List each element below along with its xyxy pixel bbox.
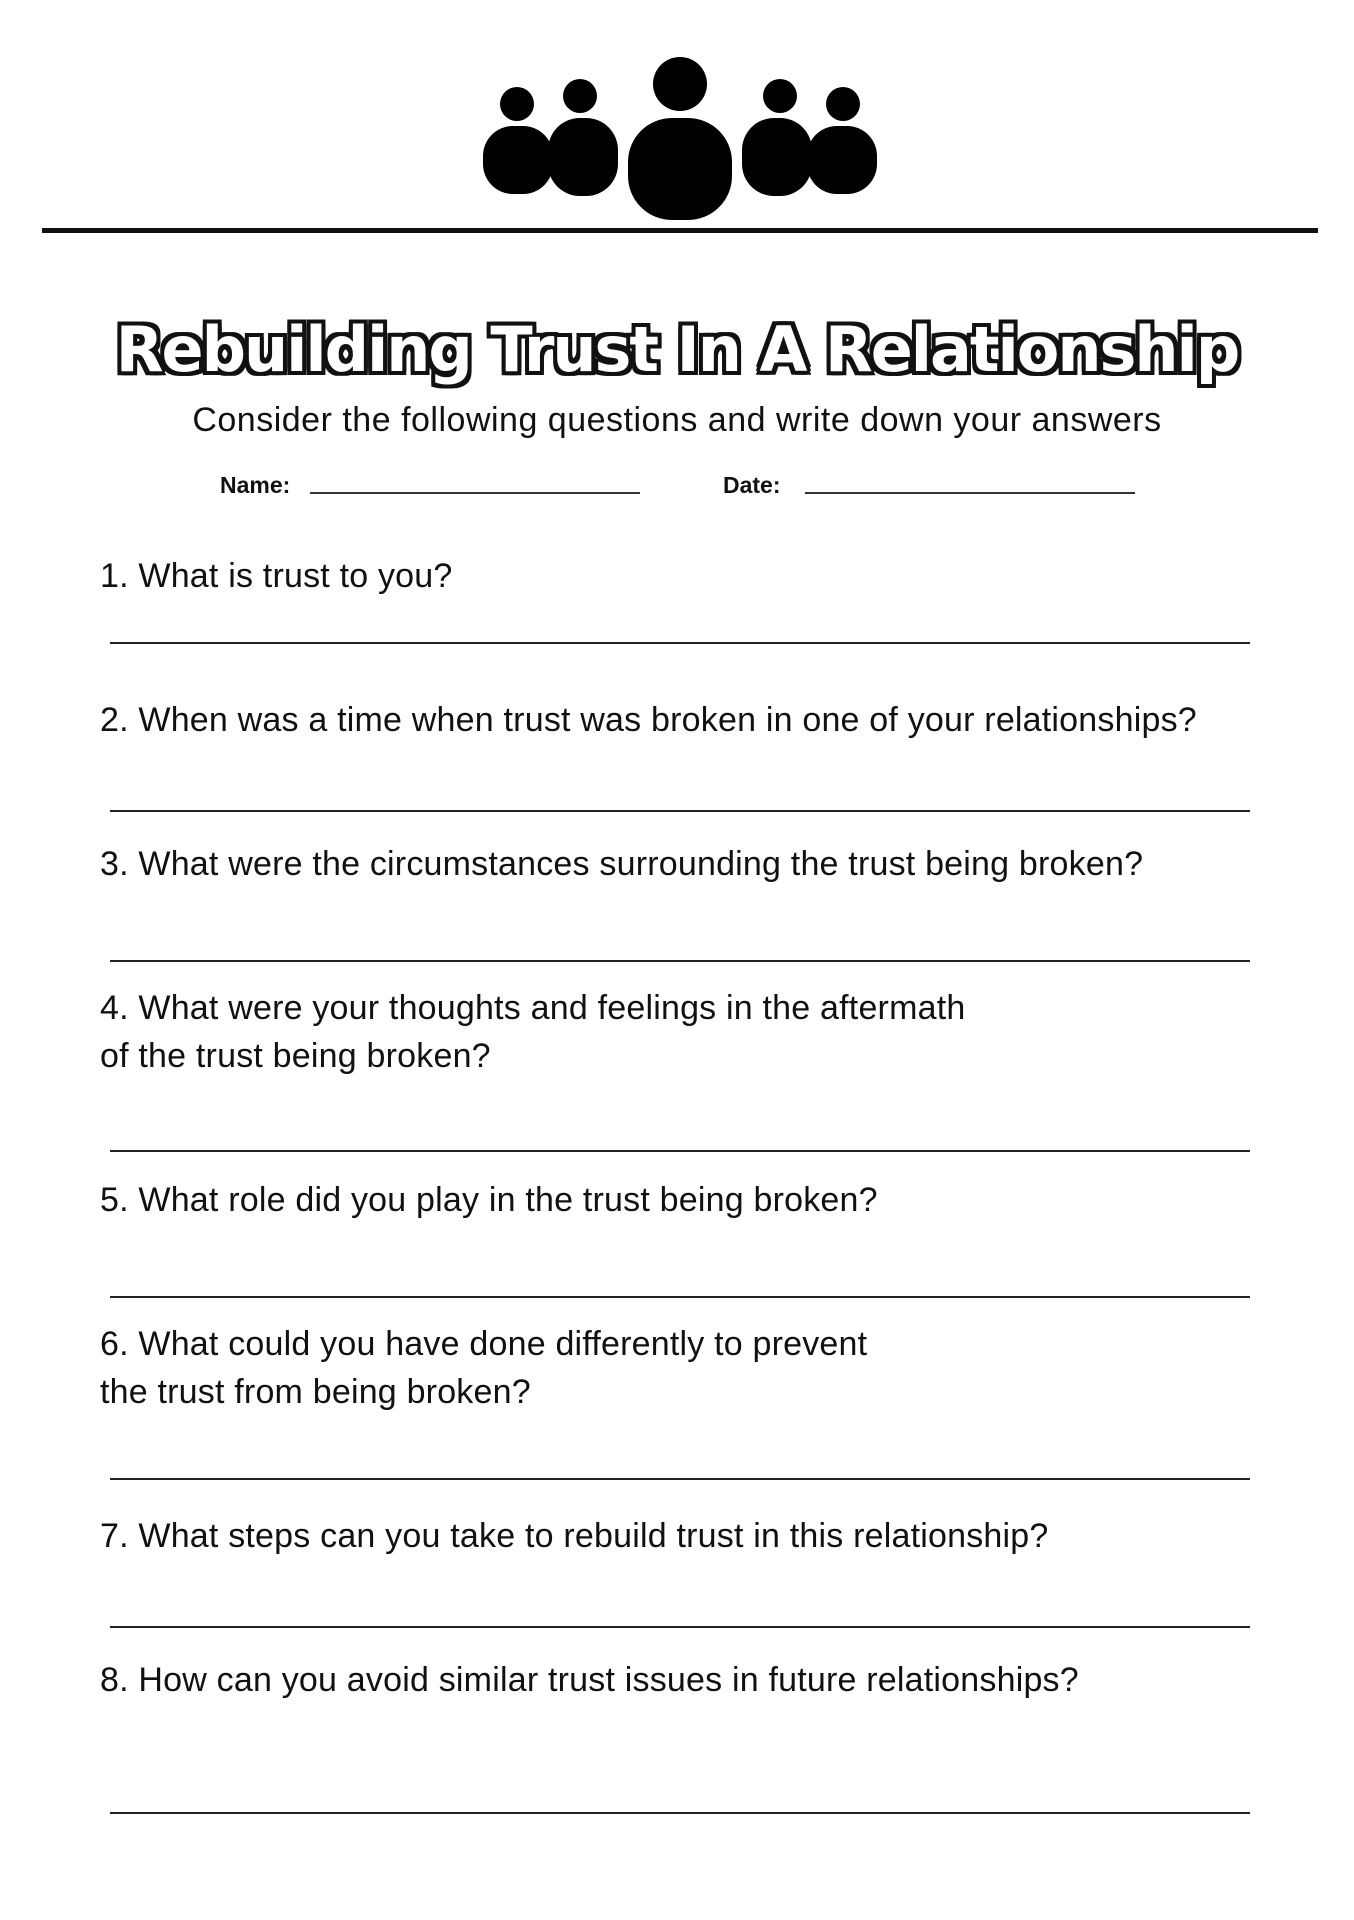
question-8 — [100, 1656, 1300, 1704]
answer-line-8[interactable] — [110, 1812, 1250, 1814]
question-2 — [100, 696, 1300, 744]
question-4 — [100, 984, 1300, 1080]
page-title: Rebuilding Trust In A Relationship — [115, 313, 1239, 386]
answer-line-6[interactable] — [110, 1478, 1250, 1480]
answer-line-4[interactable] — [110, 1150, 1250, 1152]
question-6-line-1: 6. What could you have done differently to prevent — [100, 1325, 868, 1363]
page-subtitle: Consider the following questions and write down your answers — [192, 401, 1162, 439]
name-field[interactable] — [310, 492, 640, 494]
question-4-line-1: 4. What were your thoughts and feelings in the aftermath — [100, 989, 966, 1027]
question-5 — [100, 1176, 1300, 1224]
question-6 — [100, 1320, 1300, 1416]
question-1-line-1: 1. What is trust to you? — [100, 557, 453, 595]
question-6-line-2: the trust from being broken? — [100, 1373, 531, 1411]
name-label: Name: — [220, 472, 291, 498]
date-label: Date: — [723, 472, 781, 498]
question-7 — [100, 1512, 1300, 1560]
question-1 — [100, 552, 1300, 600]
answer-line-7[interactable] — [110, 1626, 1250, 1628]
answer-line-1[interactable] — [110, 642, 1250, 644]
question-7-line-1: 7. What steps can you take to rebuild trust in this relationship? — [100, 1517, 1049, 1555]
header-divider — [42, 228, 1318, 233]
answer-line-2[interactable] — [110, 810, 1250, 812]
date-field[interactable] — [805, 492, 1135, 494]
answer-line-5[interactable] — [110, 1296, 1250, 1298]
question-5-line-1: 5. What role did you play in the trust being broken? — [100, 1181, 878, 1219]
question-4-line-2: of the trust being broken? — [100, 1037, 491, 1075]
answer-line-3[interactable] — [110, 960, 1250, 962]
question-3 — [100, 840, 1300, 888]
question-8-line-1: 8. How can you avoid similar trust issues in future relationships? — [100, 1661, 1079, 1699]
question-3-line-1: 3. What were the circumstances surrounding the trust being broken? — [100, 845, 1144, 883]
question-2-line-1: 2. When was a time when trust was broken in one of your relationships? — [100, 701, 1197, 739]
people-group-icon — [480, 56, 880, 220]
